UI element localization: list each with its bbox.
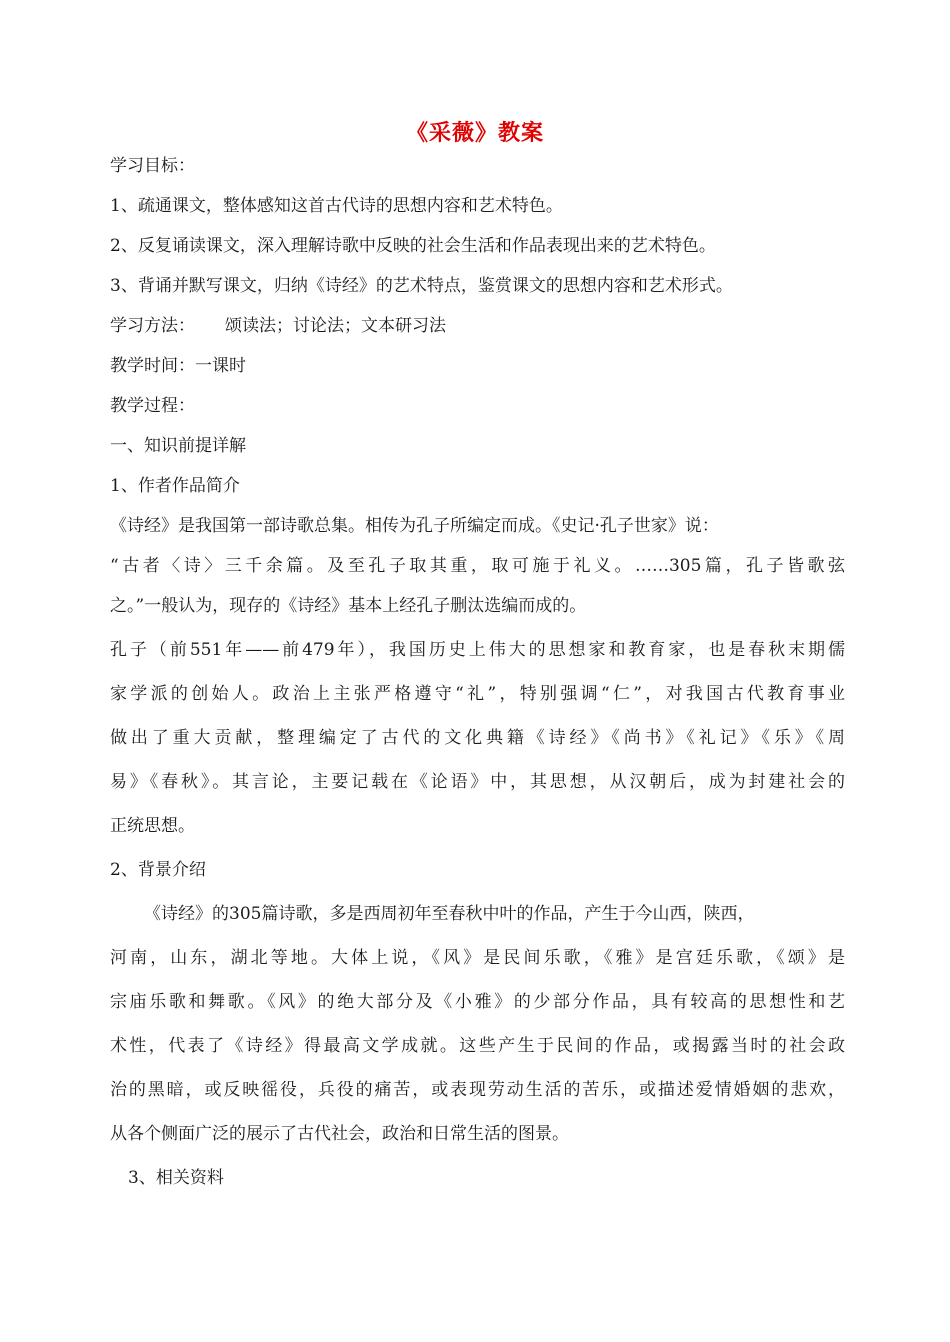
method-label: 学习方法： [110, 316, 195, 336]
objectives-heading: 学习目标： [110, 156, 195, 176]
paragraph-line: 宗庙乐歌和舞歌。《风》的绝大部分及《小雅》的少部分作品，具有较高的思想性和艺 [110, 992, 845, 1012]
paragraph-line: 《诗经》是我国第一部诗歌总集。相传为孔子所编定而成。《史记·孔子世家》说： [110, 516, 719, 536]
subsection-heading: 2、背景介绍 [110, 860, 206, 880]
paragraph-line: 《诗经》的305篇诗歌，多是西周初年至春秋中叶的作品，产生于今山西，陕西， [144, 904, 755, 924]
paragraph-line: 之。”一般认为，现存的《诗经》基本上经孔子删汰选编而成的。 [110, 596, 587, 616]
paragraph-line: 孔子（前551年——前479年），我国历史上伟大的思想家和教育家，也是春秋末期儒 [110, 640, 845, 660]
teaching-time: 教学时间：一课时 [110, 356, 246, 376]
subsection-heading: 1、作者作品简介 [110, 476, 240, 496]
subsection-heading: 3、相关资料 [128, 1168, 224, 1188]
objective-item: 2、反复诵读课文，深入理解诗歌中反映的社会生活和作品表现出来的艺术特色。 [110, 236, 716, 256]
teaching-process: 教学过程： [110, 396, 195, 416]
method-line [110, 306, 845, 346]
method-value: 颂读法；讨论法；文本研习法 [225, 316, 446, 336]
paragraph-line: 术性，代表了《诗经》得最高文学成就。这些产生于民间的作品，或揭露当时的社会政 [110, 1036, 845, 1056]
objective-item: 1、疏通课文，整体感知这首古代诗的思想内容和艺术特色。 [110, 196, 563, 216]
paragraph-line: 从各个侧面广泛的展示了古代社会，政治和日常生活的图景。 [110, 1124, 569, 1144]
paragraph-line: “古者〈诗〉三千余篇。及至孔子取其重，取可施于礼义。……305篇，孔子皆歌弦 [110, 556, 845, 576]
paragraph-line: 做出了重大贡献，整理编定了古代的文化典籍《诗经》《尚书》《礼记》《乐》《周 [110, 728, 845, 748]
paragraph-line: 易》《春秋》。其言论，主要记载在《论语》中，其思想，从汉朝后，成为封建社会的 [110, 772, 845, 792]
paragraph-line: 河南，山东，湖北等地。大体上说，《风》是民间乐歌，《雅》是宫廷乐歌，《颂》是 [110, 948, 845, 968]
paragraph-line: 治的黑暗，或反映徭役，兵役的痛苦，或表现劳动生活的苦乐，或描述爱情婚姻的悲欢， [110, 1080, 845, 1100]
objective-item: 3、背诵并默写课文，归纳《诗经》的艺术特点，鉴赏课文的思想内容和艺术形式。 [110, 276, 733, 296]
document-title: 《采薇》教案 [405, 120, 544, 146]
paragraph-line: 正统思想。 [110, 816, 195, 836]
section-heading: 一、知识前提详解 [110, 436, 246, 456]
document-body [110, 146, 845, 1198]
paragraph-line: 家学派的创始人。政治上主张严格遵守“礼”，特别强调“仁”，对我国古代教育事业 [110, 684, 845, 704]
